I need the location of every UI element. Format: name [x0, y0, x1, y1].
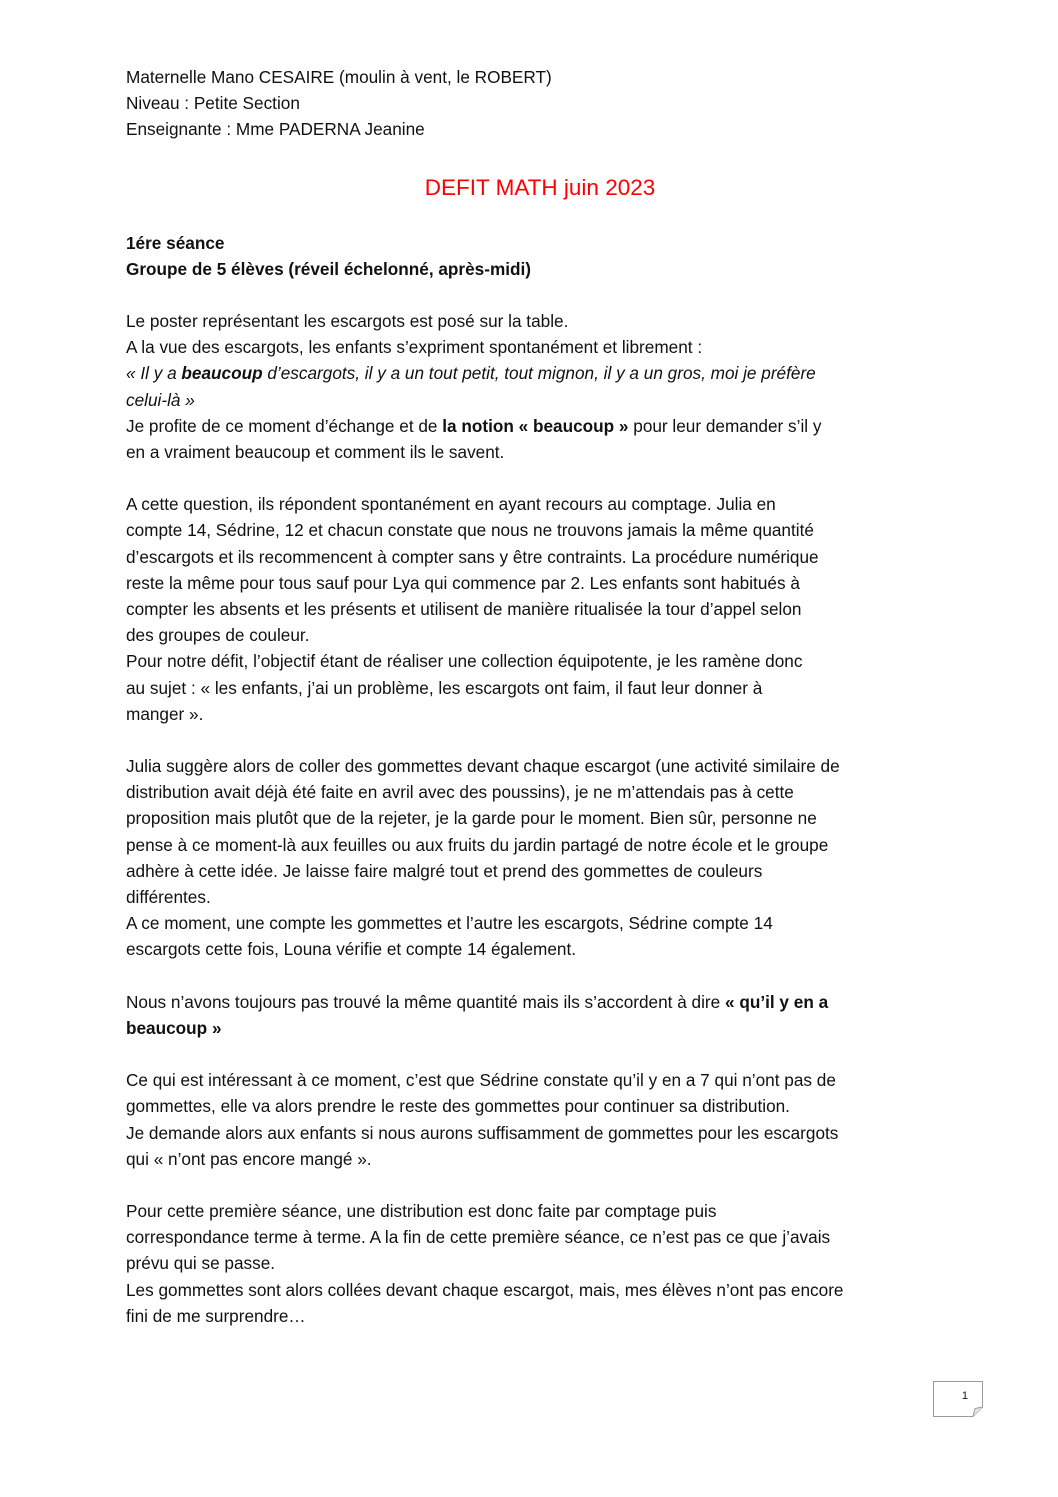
paragraph-line: des groupes de couleur.	[126, 625, 310, 646]
paragraph-line: compte 14, Sédrine, 12 et chacun constate que nous ne trouvons jamais la même quantité	[126, 520, 814, 541]
paragraph-line: Pour notre défit, l’objectif étant de réaliser une collection équipotente, je les ramène donc	[126, 651, 803, 672]
paragraph-line: gommettes, elle va alors prendre le reste des gommettes pour continuer sa distribution.	[126, 1096, 790, 1117]
page-number: 1	[961, 1390, 968, 1402]
paragraph-line: correspondance terme à terme. A la fin de cette première séance, ce n’est pas ce que j’avais	[126, 1227, 831, 1248]
paragraph-line: Julia suggère alors de coller des gommettes devant chaque escargot (une activité similaire de	[126, 756, 840, 777]
paragraph-line: beaucoup »	[126, 1017, 222, 1038]
paragraph-line: distribution avait déjà été faite en avril avec des poussins), je ne m’attendais pas à cette	[126, 782, 794, 803]
document-title: DEFIT MATH juin 2023	[424, 174, 656, 200]
paragraph-1	[126, 308, 946, 465]
paragraph-line: Je profite de ce moment d’échange et de la notion « beaucoup » pour leur demander s’il y	[126, 415, 822, 436]
paragraph-line: pense à ce moment-là aux feuilles ou aux fruits du jardin partagé de notre école et le groupe	[126, 834, 829, 855]
paragraph-line: manger ».	[126, 703, 204, 724]
paragraph-3	[126, 753, 946, 963]
paragraph-line: A la vue des escargots, les enfants s’expriment spontanément et librement :	[126, 337, 703, 358]
paragraph-line: Le poster représentant les escargots est posé sur la table.	[126, 311, 569, 332]
class-level: Niveau : Petite Section	[126, 93, 300, 114]
paragraph-5	[126, 1067, 946, 1172]
paragraph-line: qui « n’ont pas encore mangé ».	[126, 1148, 372, 1169]
children-quote: « Il y a beaucoup d’escargots, il y a un tout petit, tout mignon, il y a un gros, moi je préfère	[126, 363, 816, 384]
paragraph-line: prévu qui se passe.	[126, 1253, 276, 1274]
paragraph-line: reste la même pour tous sauf pour Lya qui commence par 2. Les enfants sont habitués à	[126, 572, 800, 593]
paragraph-line: en a vraiment beaucoup et comment ils le savent.	[126, 442, 505, 463]
document-page	[126, 64, 946, 1329]
paragraph-line: différentes.	[126, 887, 211, 908]
paragraph-line: Les gommettes sont alors collées devant chaque escargot, mais, mes élèves n’ont pas encore	[126, 1279, 844, 1300]
paragraph-2	[126, 491, 946, 727]
teacher-name: Enseignante : Mme PADERNA Jeanine	[126, 119, 425, 140]
paragraph-4	[126, 989, 946, 1041]
paragraph-line: Je demande alors aux enfants si nous aurons suffisamment de gommettes pour les escargots	[126, 1122, 839, 1143]
session-heading-block	[126, 230, 946, 282]
paragraph-line: Ce qui est intéressant à ce moment, c’est que Sédrine constate qu’il y en a 7 qui n’ont pas de	[126, 1070, 836, 1091]
paragraph-line: d’escargots et ils recommencent à compter sans y être contraints. La procédure numérique	[126, 546, 819, 567]
paragraph-line: proposition mais plutôt que de la rejeter, je la garde pour le moment. Bien sûr, personne ne	[126, 808, 817, 829]
paragraph-line: escargots cette fois, Louna vérifie et compte 14 également.	[126, 939, 576, 960]
group-description: Groupe de 5 élèves (réveil échelonné, après-midi)	[126, 258, 532, 279]
paragraph-line: compter les absents et les présents et utilisent de manière ritualisée la tour d’appel selon	[126, 599, 802, 620]
folded-corner-icon	[933, 1381, 983, 1417]
session-heading: 1ére séance	[126, 232, 225, 253]
paragraph-line: Nous n’avons toujours pas trouvé la même quantité mais ils s’accordent à dire « qu’il y en a	[126, 991, 829, 1012]
document-header	[126, 64, 946, 143]
paragraph-line: A ce moment, une compte les gommettes et l’autre les escargots, Sédrine compte 14	[126, 913, 773, 934]
paragraph-line: adhère à cette idée. Je laisse faire malgré tout et prend des gommettes de couleurs	[126, 860, 763, 881]
paragraph-line: au sujet : « les enfants, j’ai un problème, les escargots ont faim, il faut leur donner à	[126, 677, 763, 698]
paragraph-6	[126, 1198, 946, 1329]
school-name: Maternelle Mano CESAIRE (moulin à vent, le ROBERT)	[126, 67, 552, 87]
paragraph-line: fini de me surprendre…	[126, 1305, 306, 1326]
paragraph-line: A cette question, ils répondent spontanément en ayant recours au comptage. Julia en	[126, 494, 776, 515]
children-quote-end: celui-là »	[126, 389, 195, 410]
paragraph-line: Pour cette première séance, une distribution est donc faite par comptage puis	[126, 1200, 717, 1221]
page-number-box	[933, 1381, 983, 1417]
